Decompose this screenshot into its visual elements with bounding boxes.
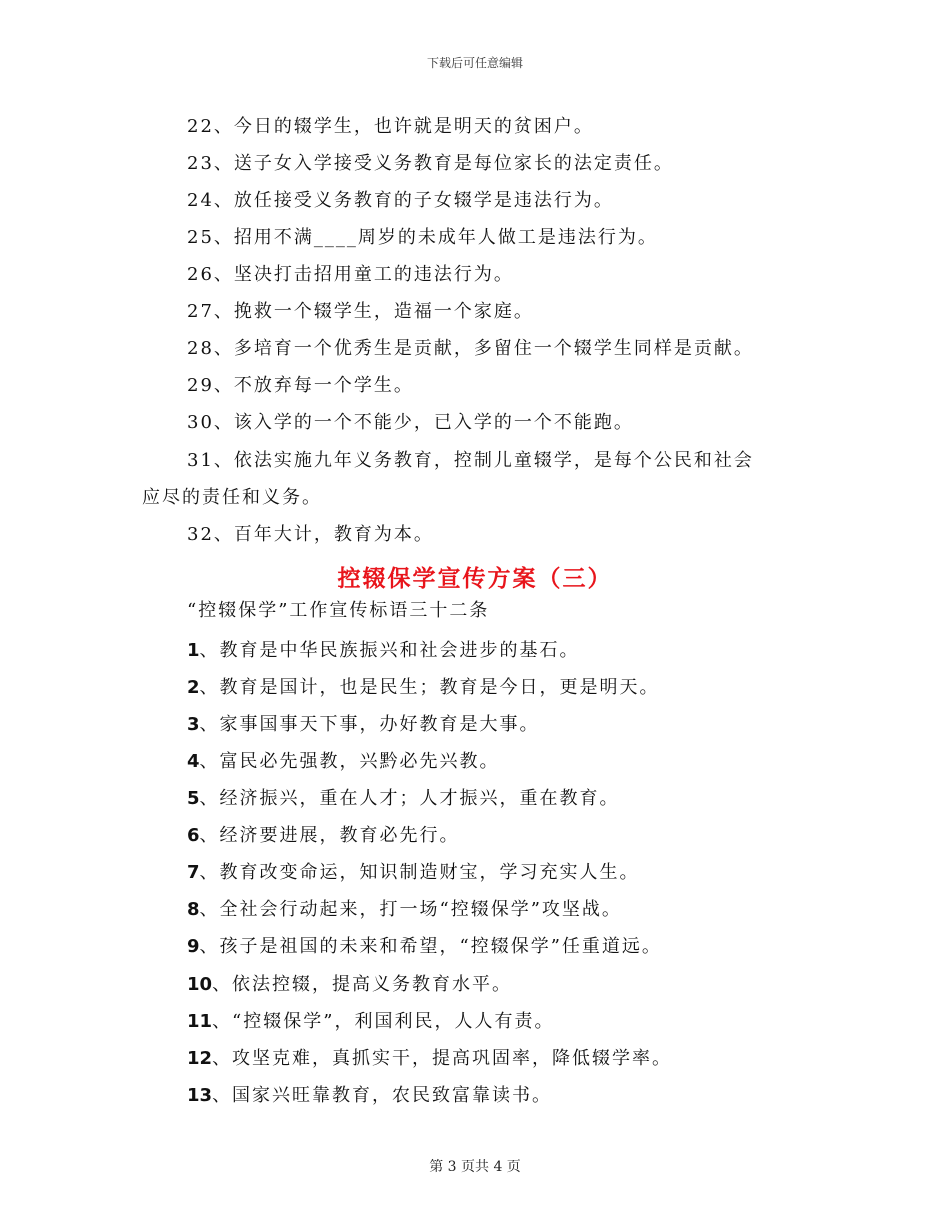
slogan-line-25: 25、招用不满____周岁的未成年人做工是违法行为。 — [187, 227, 658, 248]
section-title: 控辍保学宣传方案（三） — [337, 566, 613, 592]
item-text: 、教育改变命运，知识制造财宝，学习充实人生。 — [199, 862, 640, 883]
item-number: 9 — [187, 936, 200, 957]
item-number: 8 — [187, 899, 200, 920]
slogan-line-27: 27、挽救一个辍学生，造福一个家庭。 — [187, 301, 534, 322]
list-item-2 — [187, 677, 660, 699]
item-number: 3 — [187, 714, 200, 735]
list-item-5 — [187, 788, 620, 810]
item-text: 、攻坚克难，真抓实干，提高巩固率，降低辍学率。 — [212, 1048, 673, 1069]
slogan-line-28: 28、多培育一个优秀生是贡献，多留住一个辍学生同样是贡献。 — [187, 338, 754, 359]
item-number: 12 — [187, 1048, 213, 1069]
slogan-line-31: 31、依法实施九年义务教育，控制儿童辍学，是每个公民和社会 — [187, 450, 754, 471]
item-number: 5 — [187, 788, 200, 809]
item-text: 、教育是国计，也是民生；教育是今日，更是明天。 — [199, 677, 660, 698]
item-number: 2 — [187, 677, 200, 698]
item-number: 13 — [187, 1085, 213, 1106]
slogan-line-22: 22、今日的辍学生，也许就是明天的贫困户。 — [187, 116, 594, 137]
item-text: 、家事国事天下事，办好教育是大事。 — [199, 714, 540, 735]
item-text: 、富民必先强教，兴黔必先兴教。 — [199, 751, 500, 772]
item-number: 1 — [187, 640, 200, 661]
slogan-line-26: 26、坚决打击招用童工的违法行为。 — [187, 264, 514, 285]
list-item-4 — [187, 751, 500, 773]
list-item-11 — [187, 1011, 554, 1033]
item-text: 、依法控辍，提高义务教育水平。 — [212, 974, 513, 995]
list-item-8 — [187, 899, 622, 921]
item-text: 、经济要进展，教育必先行。 — [199, 825, 460, 846]
slogan-line-23: 23、送子女入学接受义务教育是每位家长的法定责任。 — [187, 153, 674, 174]
list-subtitle: “控辍保学”工作宣传标语三十二条 — [187, 600, 490, 621]
item-number: 6 — [187, 825, 200, 846]
list-item-6 — [187, 825, 460, 847]
page-footer: 第 3 页共 4 页 — [429, 1159, 521, 1175]
item-text: 、孩子是祖国的未来和希望，“控辍保学”任重道远。 — [199, 936, 662, 957]
list-item-12 — [187, 1048, 672, 1070]
list-item-7 — [187, 862, 640, 884]
item-text: 、“控辍保学”，利国利民，人人有责。 — [212, 1011, 555, 1032]
slogan-line-30: 30、该入学的一个不能少，已入学的一个不能跑。 — [187, 412, 634, 433]
item-text: 、全社会行动起来，打一场“控辍保学”攻坚战。 — [199, 899, 622, 920]
item-number: 10 — [187, 974, 213, 995]
item-text: 、经济振兴，重在人才；人才振兴，重在教育。 — [199, 788, 620, 809]
list-item-1 — [187, 640, 580, 662]
list-item-3 — [187, 714, 540, 736]
item-text: 、教育是中华民族振兴和社会进步的基石。 — [199, 640, 580, 661]
slogan-line-24: 24、放任接受义务教育的子女辍学是违法行为。 — [187, 190, 614, 211]
item-number: 7 — [187, 862, 200, 883]
list-item-9 — [187, 936, 662, 958]
slogan-line-31-continued: 应尽的责任和义务。 — [142, 487, 322, 508]
slogan-line-29: 29、不放弃每一个学生。 — [187, 375, 414, 396]
list-item-13 — [187, 1085, 552, 1107]
item-text: 、国家兴旺靠教育，农民致富靠读书。 — [212, 1085, 553, 1106]
slogan-line-32: 32、百年大计，教育为本。 — [187, 524, 434, 545]
page-header: 下载后可任意编辑 — [426, 56, 523, 70]
list-item-10 — [187, 974, 512, 996]
item-number: 11 — [187, 1011, 213, 1032]
item-number: 4 — [187, 751, 200, 772]
